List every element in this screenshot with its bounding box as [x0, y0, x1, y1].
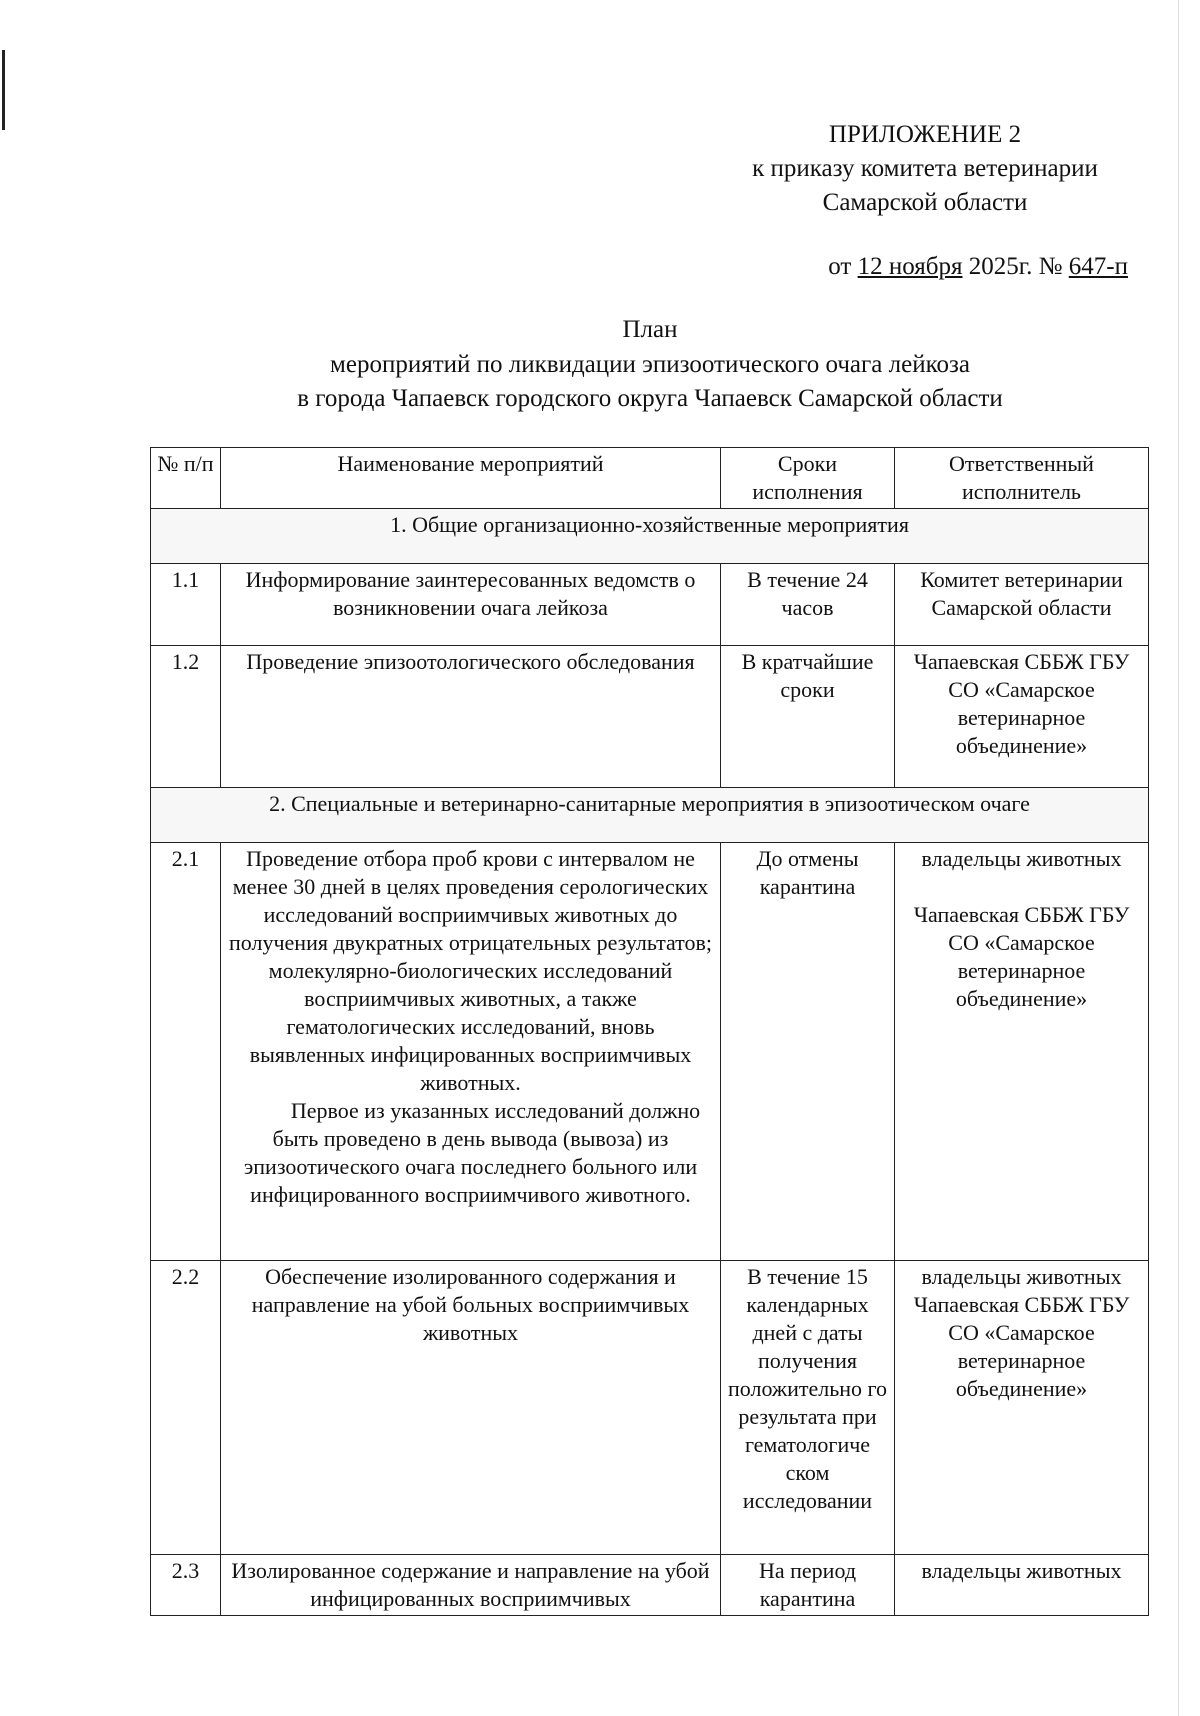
row-responsible-service: Чапаевская СББЖ ГБУ СО «Самарское ветеринарное объединение»	[913, 902, 1130, 1011]
header-num: № п/п	[151, 448, 221, 509]
table-row	[151, 843, 1149, 1261]
order-reference	[828, 250, 1128, 284]
appendix-line-order: к приказу комитета ветеринарии	[752, 155, 1098, 182]
row-term: На период карантина	[721, 1555, 895, 1616]
row-responsible-owners: владельцы животных	[921, 1264, 1122, 1289]
row-name	[221, 843, 721, 1261]
header-name: Наименование мероприятий	[221, 448, 721, 509]
row-responsible	[895, 1261, 1149, 1555]
row-responsible: Чапаевская СББЖ ГБУ СО «Самарское ветеринарное объединение»	[895, 646, 1149, 788]
row-responsible: Комитет ветеринарии Самарской области	[895, 564, 1149, 646]
scan-edge-mark	[2, 50, 5, 130]
table-row	[151, 564, 1149, 646]
row-name-part1: Проведение отбора проб крови с интервалом не менее 30 дней в целях проведения серологических исследований восприимчивых животных до получения двукратных отрицательных результатов; молекулярно-биологических исследований восприимчивых животных, а также гематологических исследований, вновь выявленных инфицированных восприимчивых животных.	[229, 846, 712, 1095]
row-name: Проведение эпизоотологического обследования	[221, 646, 721, 788]
appendix-line-region: Самарской области	[822, 189, 1028, 216]
row-num: 2.2	[151, 1261, 221, 1555]
section-1-title: 1. Общие организационно-хозяйственные мероприятия	[151, 509, 1149, 564]
appendix-header	[720, 118, 1130, 220]
row-responsible: владельцы животных	[895, 1555, 1149, 1616]
plan-subtitle-2: в города Чапаевск городского округа Чапаевск Самарской области	[297, 385, 1003, 412]
section-2-title: 2. Специальные и ветеринарно-санитарные мероприятия в эпизоотическом очаге	[151, 788, 1149, 843]
table-row	[151, 1261, 1149, 1555]
row-term: В течение 24 часов	[721, 564, 895, 646]
row-name: Информирование заинтересованных ведомств о возникновении очага лейкоза	[221, 564, 721, 646]
row-responsible	[895, 843, 1149, 1261]
row-num: 1.2	[151, 646, 221, 788]
order-number: 647-п	[1068, 253, 1128, 280]
section-row	[151, 788, 1149, 843]
plan-title: План	[622, 316, 678, 343]
order-date: 12 ноября	[857, 253, 963, 280]
section-row	[151, 509, 1149, 564]
order-prefix: от	[828, 253, 858, 280]
header-term: Сроки исполнения	[721, 448, 895, 509]
table-row	[151, 646, 1149, 788]
row-responsible-owners: владельцы животных	[921, 846, 1122, 871]
row-name: Изолированное содержание и направление на убой инфицированных восприимчивых	[221, 1555, 721, 1616]
row-term: В кратчайшие сроки	[721, 646, 895, 788]
row-num: 1.1	[151, 564, 221, 646]
order-year: 2025г. №	[962, 253, 1069, 280]
table-row	[151, 1555, 1149, 1616]
row-responsible-service: Чапаевская СББЖ ГБУ СО «Самарское ветеринарное объединение»	[913, 1292, 1130, 1401]
measures-table	[150, 447, 1149, 1616]
scan-shadow-line	[1178, 0, 1179, 1716]
header-responsible: Ответственный исполнитель	[895, 448, 1149, 509]
table-header-row	[151, 448, 1149, 509]
row-term: До отмены карантина	[721, 843, 895, 1261]
row-term: В течение 15 календарных дней с даты получения положительно го результата при гематологиче ском исследовании	[721, 1261, 895, 1555]
row-num: 2.1	[151, 843, 221, 1261]
plan-title-block	[160, 312, 1140, 416]
row-name: Обеспечение изолированного содержания и направление на убой больных восприимчивых животных	[221, 1261, 721, 1555]
row-name-part2: Первое из указанных исследований должно быть проведено в день вывода (вывоза) из эпизоотического очага последнего больного или инфицированного восприимчивого животного.	[243, 1098, 701, 1207]
plan-subtitle-1: мероприятий по ликвидации эпизоотического очага лейкоза	[330, 351, 970, 378]
appendix-title: ПРИЛОЖЕНИЕ 2	[828, 121, 1022, 148]
row-num: 2.3	[151, 1555, 221, 1616]
